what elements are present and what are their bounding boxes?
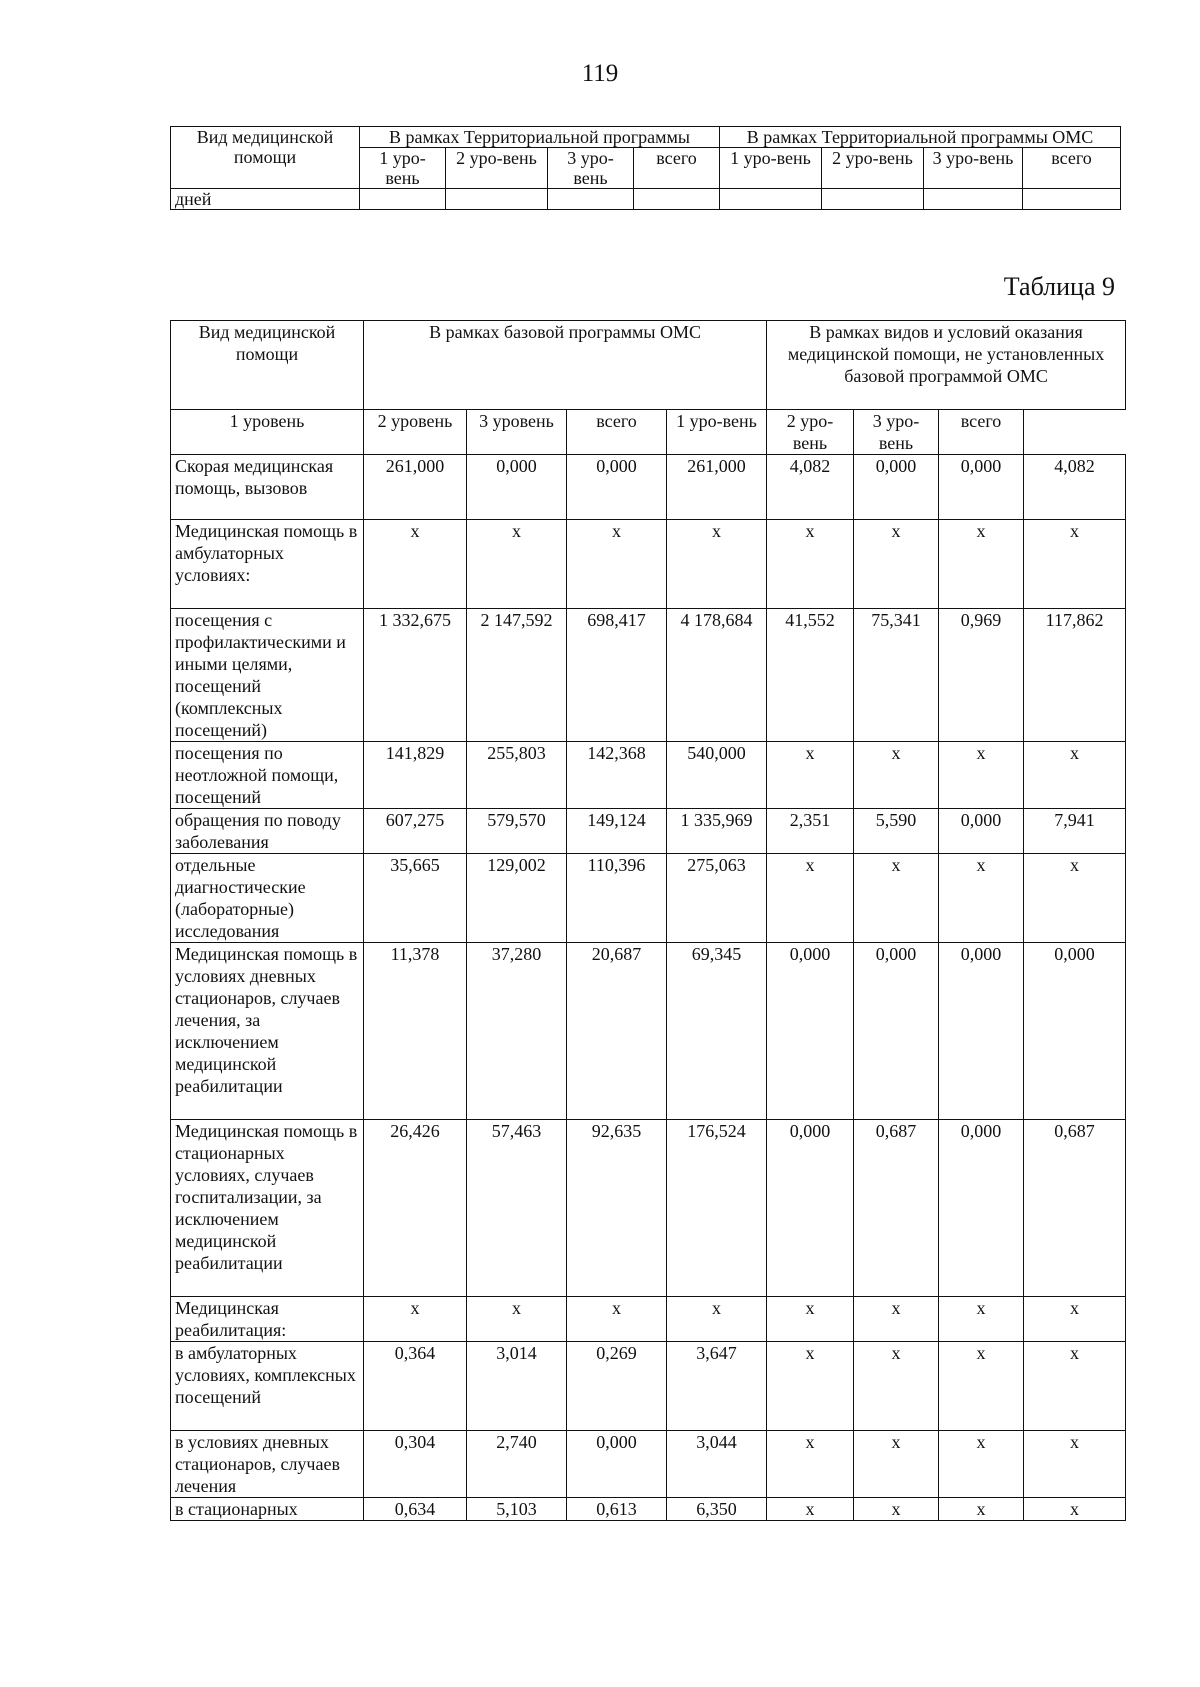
- cell-value: х: [1024, 520, 1126, 609]
- cell-value: 4,082: [767, 455, 854, 520]
- continued-table: [170, 126, 1121, 210]
- level-header: 3 уровень: [467, 410, 567, 455]
- cell-value: х: [667, 520, 767, 609]
- cell-value: 698,417: [567, 609, 667, 742]
- cell-value: х: [939, 520, 1024, 609]
- cell-value: 0,000: [767, 943, 854, 1120]
- cell-value: х: [1024, 1498, 1126, 1521]
- cell-value: 11,378: [364, 943, 467, 1120]
- cell-value: 2,351: [767, 809, 854, 854]
- level-header: 1 уровень: [171, 410, 364, 455]
- cell-value: х: [854, 1431, 939, 1498]
- cell-value: х: [854, 1297, 939, 1342]
- cell-value: 141,829: [364, 742, 467, 809]
- cell-value: 142,368: [567, 742, 667, 809]
- table-row: [171, 943, 1126, 1120]
- cell-value: 0,613: [567, 1498, 667, 1521]
- cell-value: х: [767, 1498, 854, 1521]
- cell-value: 3,647: [667, 1342, 767, 1431]
- cell-value: 7,941: [1024, 809, 1126, 854]
- level-header: 1 уро-вень: [720, 148, 822, 189]
- row-label: посещения по неотложной помощи, посещений: [171, 742, 364, 809]
- row-label: в амбулаторных условиях, комплексных посещений: [171, 1342, 364, 1431]
- cell-value: [360, 189, 446, 210]
- cell-value: х: [1024, 1342, 1126, 1431]
- cell-value: 37,280: [467, 943, 567, 1120]
- table-row: [171, 520, 1126, 609]
- level-header: всего: [1023, 148, 1121, 189]
- level-header: 3 уро-вень: [854, 410, 939, 455]
- table-caption: Таблица 9: [1003, 272, 1115, 301]
- level-header: всего: [567, 410, 667, 455]
- cell-value: 579,570: [467, 809, 567, 854]
- cell-value: 0,000: [567, 1431, 667, 1498]
- cell-value: 0,000: [939, 809, 1024, 854]
- cell-value: 255,803: [467, 742, 567, 809]
- cell-value: 35,665: [364, 854, 467, 943]
- cell-value: 2 147,592: [467, 609, 567, 742]
- cell-value: 2,740: [467, 1431, 567, 1498]
- cell-value: х: [767, 854, 854, 943]
- table-row: [171, 1498, 1126, 1521]
- row-label: в условиях дневных стационаров, случаев лечения: [171, 1431, 364, 1498]
- cell-value: х: [939, 1431, 1024, 1498]
- cell-value: 0,304: [364, 1431, 467, 1498]
- cell-value: х: [767, 1431, 854, 1498]
- level-header: 3 уро-вень: [924, 148, 1023, 189]
- cell-value: 0,000: [567, 455, 667, 520]
- cell-value: 0,364: [364, 1342, 467, 1431]
- level-header: 2 уровень: [364, 410, 467, 455]
- cell-value: 0,000: [939, 943, 1024, 1120]
- cell-value: 3,014: [467, 1342, 567, 1431]
- cell-value: х: [1024, 742, 1126, 809]
- cell-value: 92,635: [567, 1120, 667, 1297]
- table-row: [171, 1342, 1126, 1431]
- row-label: посещения с профилактическими и иными целями, посещений (комплексных посещений): [171, 609, 364, 742]
- cell-value: 26,426: [364, 1120, 467, 1297]
- page-number: 119: [581, 60, 619, 87]
- cell-value: 1 335,969: [667, 809, 767, 854]
- cell-value: 0,000: [854, 455, 939, 520]
- cell-value: х: [767, 520, 854, 609]
- cell-value: 57,463: [467, 1120, 567, 1297]
- row-label: отдельные диагностические (лабораторные) исследования: [171, 854, 364, 943]
- cell-value: 149,124: [567, 809, 667, 854]
- cell-value: [924, 189, 1023, 210]
- cell-value: х: [667, 1297, 767, 1342]
- cell-value: х: [567, 520, 667, 609]
- cell-value: х: [1024, 854, 1126, 943]
- cell-value: [822, 189, 924, 210]
- cell-value: х: [939, 854, 1024, 943]
- cell-value: 261,000: [364, 455, 467, 520]
- table-row: [171, 809, 1126, 854]
- cell-value: 5,103: [467, 1498, 567, 1521]
- row-label: Медицинская реабилитация:: [171, 1297, 364, 1342]
- table-row: [171, 455, 1126, 520]
- cell-value: 0,000: [939, 1120, 1024, 1297]
- cell-value: 0,000: [767, 1120, 854, 1297]
- cell-value: 5,590: [854, 809, 939, 854]
- cell-value: х: [854, 854, 939, 943]
- cell-value: х: [854, 742, 939, 809]
- header-territorial-oms: В рамках Территориальной программы ОМС: [720, 127, 1121, 148]
- cell-value: 540,000: [667, 742, 767, 809]
- cell-value: 607,275: [364, 809, 467, 854]
- cell-value: 3,044: [667, 1431, 767, 1498]
- cell-value: х: [939, 1297, 1024, 1342]
- cell-value: 129,002: [467, 854, 567, 943]
- row-label: Медицинская помощь в стационарных условиях, случаев госпитализации, за исключением медицинской реабилитации: [171, 1120, 364, 1297]
- cell-value: 75,341: [854, 609, 939, 742]
- cell-value: 261,000: [667, 455, 767, 520]
- table-row: [171, 854, 1126, 943]
- levels-row: [171, 410, 1126, 455]
- cell-value: х: [939, 742, 1024, 809]
- row-label: Медицинская помощь в условиях дневных стационаров, случаев лечения, за исключением медицинской реабилитации: [171, 943, 364, 1120]
- cell-value: 6,350: [667, 1498, 767, 1521]
- row-label: Скорая медицинская помощь, вызовов: [171, 455, 364, 520]
- cell-value: х: [767, 1297, 854, 1342]
- header-vid: Вид медицинской помощи: [171, 127, 360, 189]
- cell-value: [1023, 189, 1121, 210]
- cell-value: [446, 189, 548, 210]
- cell-value: 0,969: [939, 609, 1024, 742]
- row-label: в стационарных: [171, 1498, 364, 1521]
- cell-value: 4,082: [1024, 455, 1126, 520]
- cell-value: х: [854, 1342, 939, 1431]
- cell-value: х: [939, 1498, 1024, 1521]
- cell-value: 20,687: [567, 943, 667, 1120]
- header-basic-oms: В рамках базовой программы ОМС: [364, 321, 767, 410]
- cell-value: 0,000: [1024, 943, 1126, 1120]
- cell-value: 41,552: [767, 609, 854, 742]
- cell-value: 0,269: [567, 1342, 667, 1431]
- table-row: [171, 742, 1126, 809]
- row-label: дней: [171, 189, 360, 210]
- level-header: 1 уро-вень: [667, 410, 767, 455]
- cell-value: [548, 189, 634, 210]
- cell-value: 0,634: [364, 1498, 467, 1521]
- header-vid: Вид медицинской помощи: [171, 321, 364, 410]
- cell-value: [634, 189, 720, 210]
- cell-value: х: [854, 1498, 939, 1521]
- cell-value: х: [1024, 1297, 1126, 1342]
- table-row: [171, 1120, 1126, 1297]
- cell-value: х: [767, 742, 854, 809]
- cell-value: 4 178,684: [667, 609, 767, 742]
- cell-value: х: [364, 520, 467, 609]
- table-row: [171, 189, 1121, 210]
- level-header: 2 уро-вень: [822, 148, 924, 189]
- table-row: [171, 1297, 1126, 1342]
- cell-value: х: [364, 1297, 467, 1342]
- cell-value: 0,687: [1024, 1120, 1126, 1297]
- cell-value: х: [1024, 1431, 1126, 1498]
- cell-value: х: [567, 1297, 667, 1342]
- cell-value: 69,345: [667, 943, 767, 1120]
- cell-value: [720, 189, 822, 210]
- level-header: всего: [634, 148, 720, 189]
- level-header: 2 уро-вень: [767, 410, 854, 455]
- header-not-basic-oms: В рамках видов и условий оказания медицинской помощи, не установленных базовой программой ОМС: [767, 321, 1126, 410]
- level-header: 1 уро-вень: [360, 148, 446, 189]
- cell-value: 110,396: [567, 854, 667, 943]
- table-9: [170, 320, 1126, 1521]
- cell-value: х: [854, 520, 939, 609]
- cell-value: х: [467, 520, 567, 609]
- cell-value: 176,524: [667, 1120, 767, 1297]
- cell-value: 0,687: [854, 1120, 939, 1297]
- cell-value: 0,000: [939, 455, 1024, 520]
- header-territorial-program: В рамках Территориальной программы: [360, 127, 720, 148]
- table-row: [171, 1431, 1126, 1498]
- level-header: всего: [939, 410, 1024, 455]
- cell-value: х: [939, 1342, 1024, 1431]
- row-label: Медицинская помощь в амбулаторных условиях:: [171, 520, 364, 609]
- level-header: 3 уро-вень: [548, 148, 634, 189]
- table-row: [171, 609, 1126, 742]
- cell-value: х: [767, 1342, 854, 1431]
- level-header: 2 уро-вень: [446, 148, 548, 189]
- cell-value: 117,862: [1024, 609, 1126, 742]
- cell-value: 1 332,675: [364, 609, 467, 742]
- cell-value: 275,063: [667, 854, 767, 943]
- cell-value: 0,000: [467, 455, 567, 520]
- row-label: обращения по поводу заболевания: [171, 809, 364, 854]
- cell-value: 0,000: [854, 943, 939, 1120]
- cell-value: х: [467, 1297, 567, 1342]
